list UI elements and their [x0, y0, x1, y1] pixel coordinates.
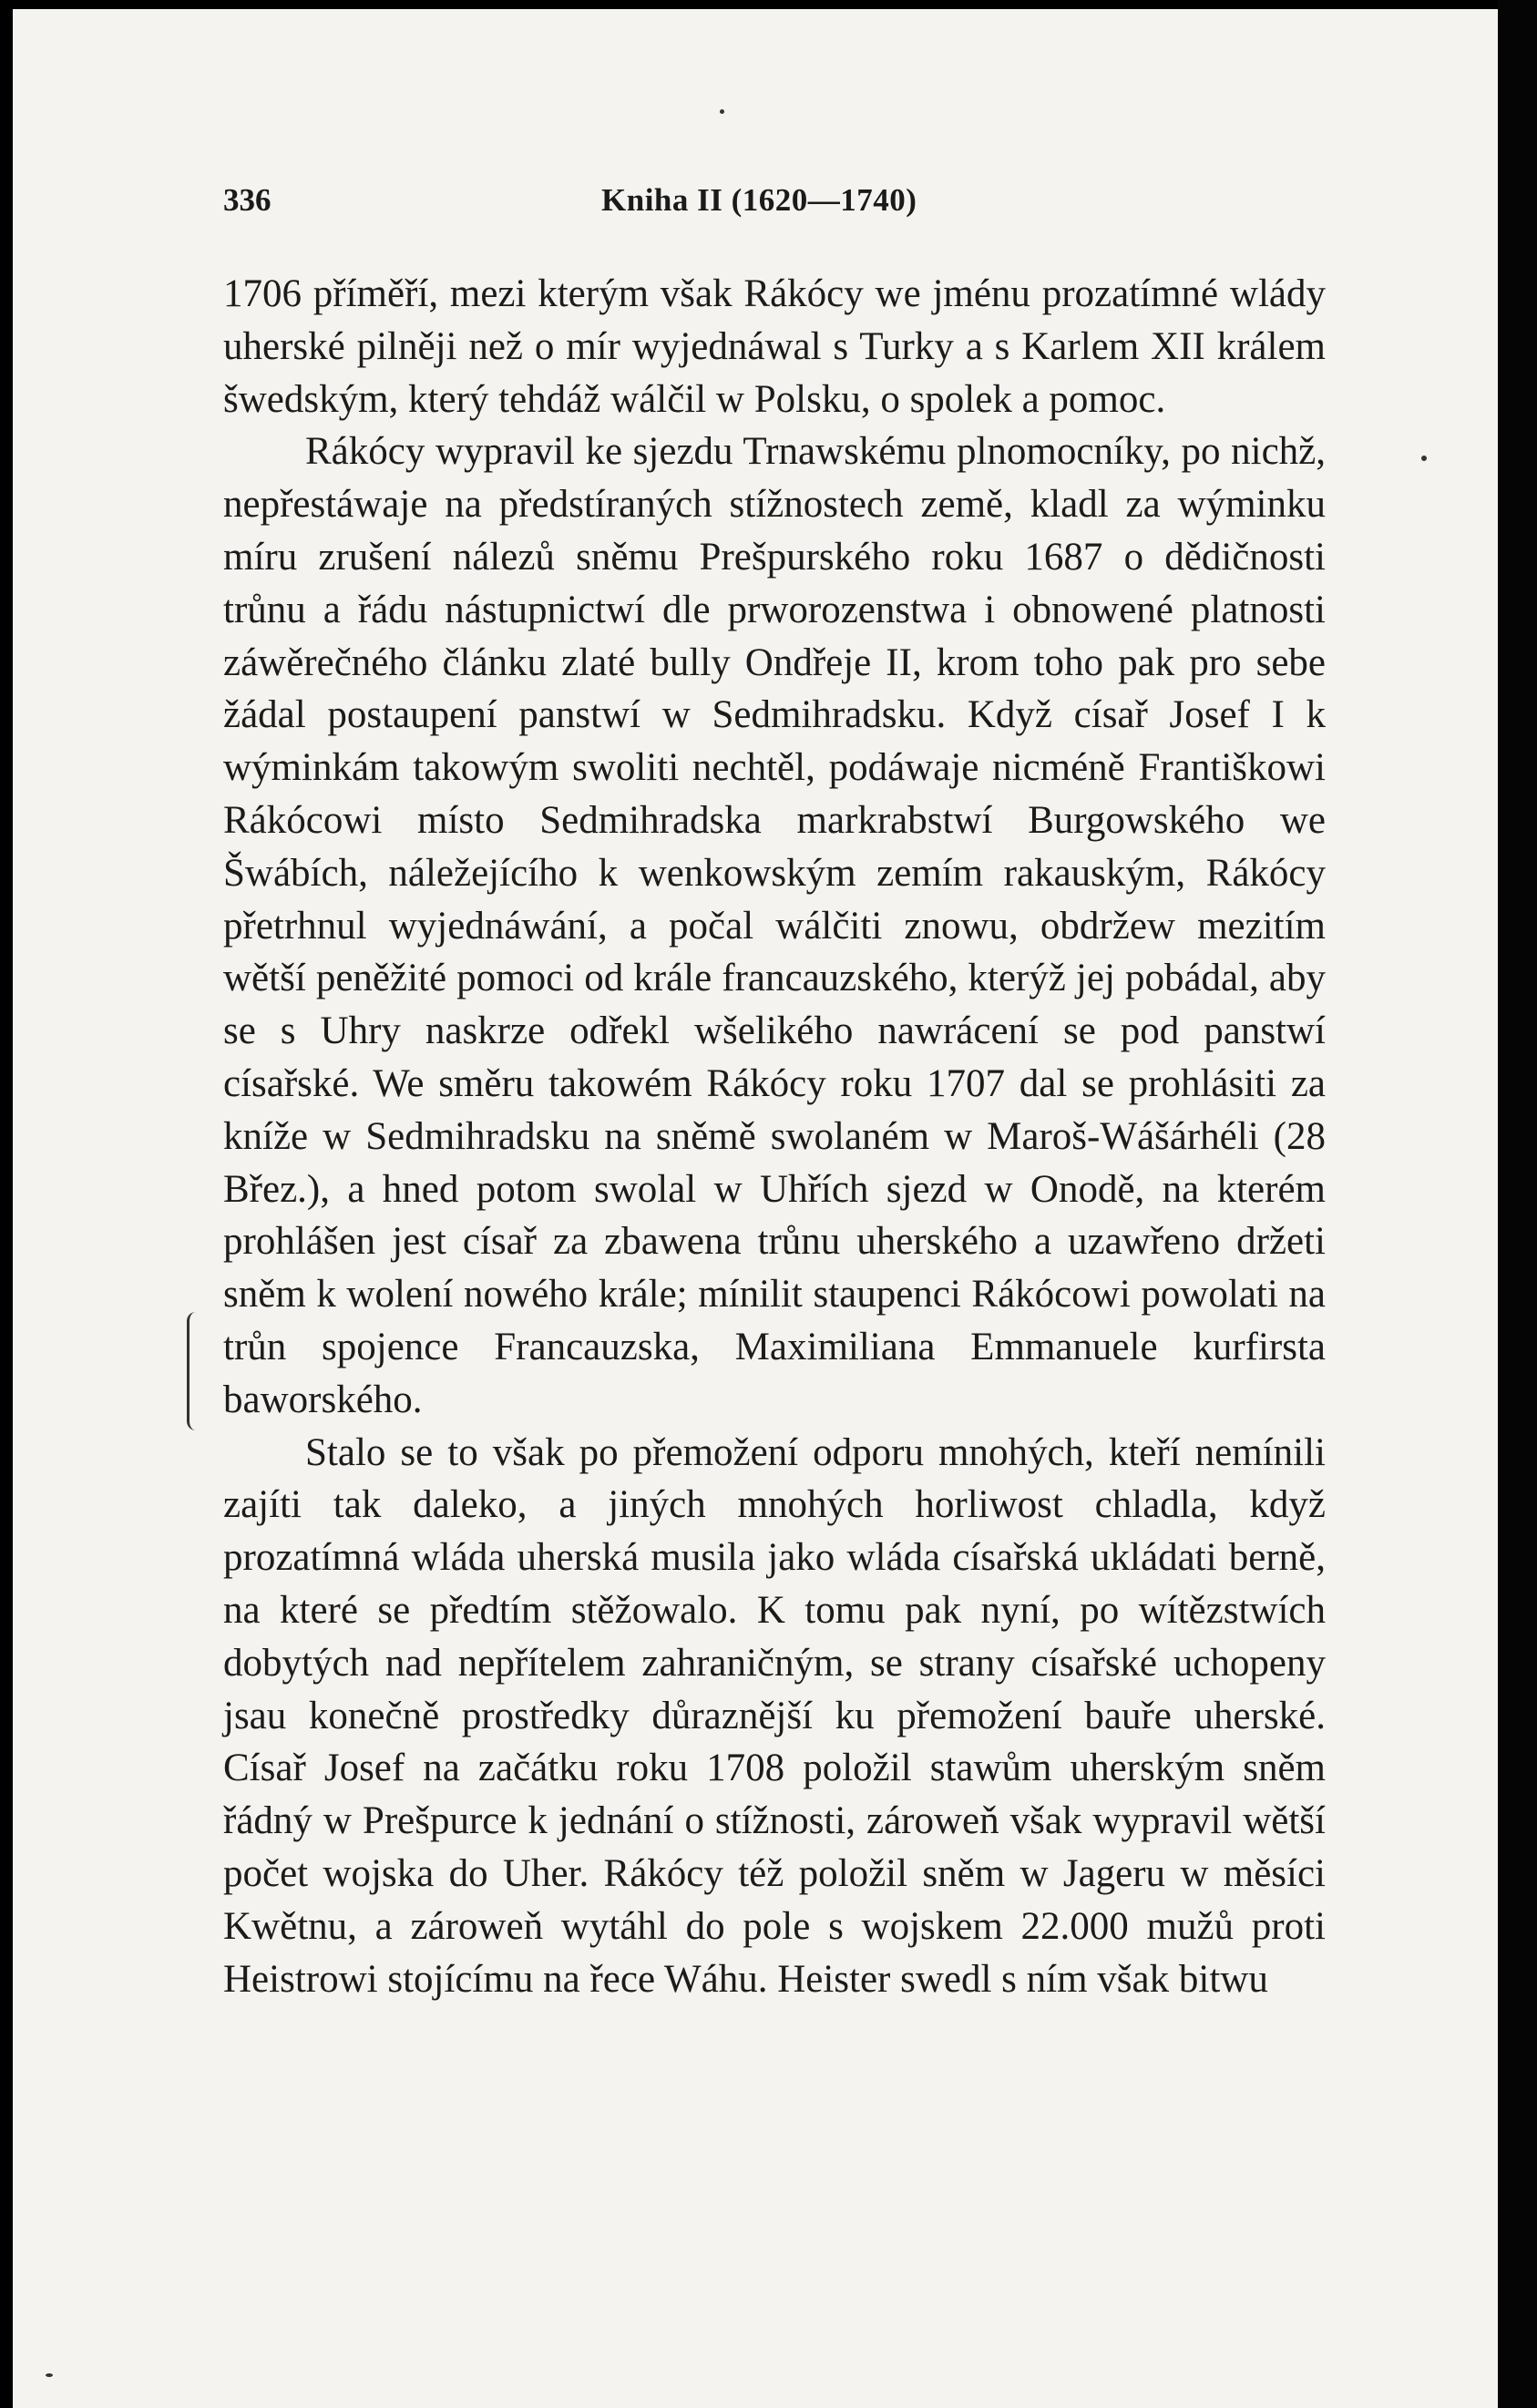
page-header: [223, 182, 1326, 228]
ink-speck: [1421, 456, 1427, 461]
scan-border: [1498, 0, 1537, 2408]
paragraph-3: Stalo se to však po přemožení odporu mnohých, kteří nemínili zajíti tak daleko, a jiných mnohých horliwost chladla, když prozatímná wláda uherská musila jako wláda císařská ukládati berně, na které se předtím stěžowalo. K tomu pak nyní, po wítězstwích dobytých nad nepřítelem zahraničným, se strany císařské uchopeny jsau konečně prostředky důraznější ku přemožení bauře uherské. Císař Josef na začátku roku 1708 položil stawům uherským sněm řádný w Prešpurce k jednání o stížnosti, zároweň však wypravil wětší počet wojska do Uher. Rákócy též položil sněm w Jageru w měsíci Kwětnu, a zároweň wytáhl do pole s wojskem 22.000 mužů proti Heistrowi stojícímu na řece Wáhu. Heister swedl s ním však bitwu: [223, 1430, 1326, 2001]
page-number: 336: [223, 182, 272, 218]
ink-speck: [46, 2373, 53, 2377]
margin-bracket-mark: [187, 1312, 206, 1430]
paragraph-1: 1706 příměří, mezi kterým však Rákócy we jménu prozatímné wlády uherské pilněji než o mír wyjednáwal s Turky a s Karlem XII králem šwedským, který tehdáž wálčil w Polsku, o spolek a pomoc.: [223, 272, 1326, 421]
running-title: Kniha II (1620—1740): [601, 182, 917, 218]
body-text: [223, 268, 1326, 2005]
ink-speck: [720, 109, 724, 114]
paragraph-2: Rákócy wypravil ke sjezdu Trnawskému plnomocníky, po nichž, nepřestáwaje na předstíraných stížnostech země, kladl za wýminku míru zrušení nálezů sněmu Prešpurského roku 1687 o dědičnosti trůnu a řádu nástupnictwí dle prworozenstwa i obnowené platnosti záwěrečného článku zlaté bully Ondřeje II, krom toho pak pro sebe žádal postaupení panstwí w Sedmihradsku. Když císař Josef I k wýminkám takowým swoliti nechtěl, podáwaje nicméně Františkowi Rákócowi místo Sedmihradska markrabstwí Burgowského we Šwábích, náležejícího k wenkowským zemím rakauským, Rákócy přetrhnul wyjednáwání, a počal wálčiti znowu, obdržew mezitím wětší peněžité pomoci od krále francauzského, kterýž jej pobádal, aby se s Uhry naskrze odřekl wšelikého nawrácení se pod panstwí císařské. We směru takowém Rákócy roku 1707 dal se prohlásiti za kníže w Sedmihradsku na sněmě swolaném w Maroš-Wášárhéli (28 Břez.), a hned potom swolal w Uhřích sjezd w Onodě, na kterém prohlášen jest císař za zbawena trůnu uherského a uzawřeno držeti sněm k wolení nowého krále; mínilit staupenci Rákócowi powolati na trůn spojence Francauzska, Maximiliana Emmanuele kurfirsta baworského.: [223, 430, 1326, 1421]
